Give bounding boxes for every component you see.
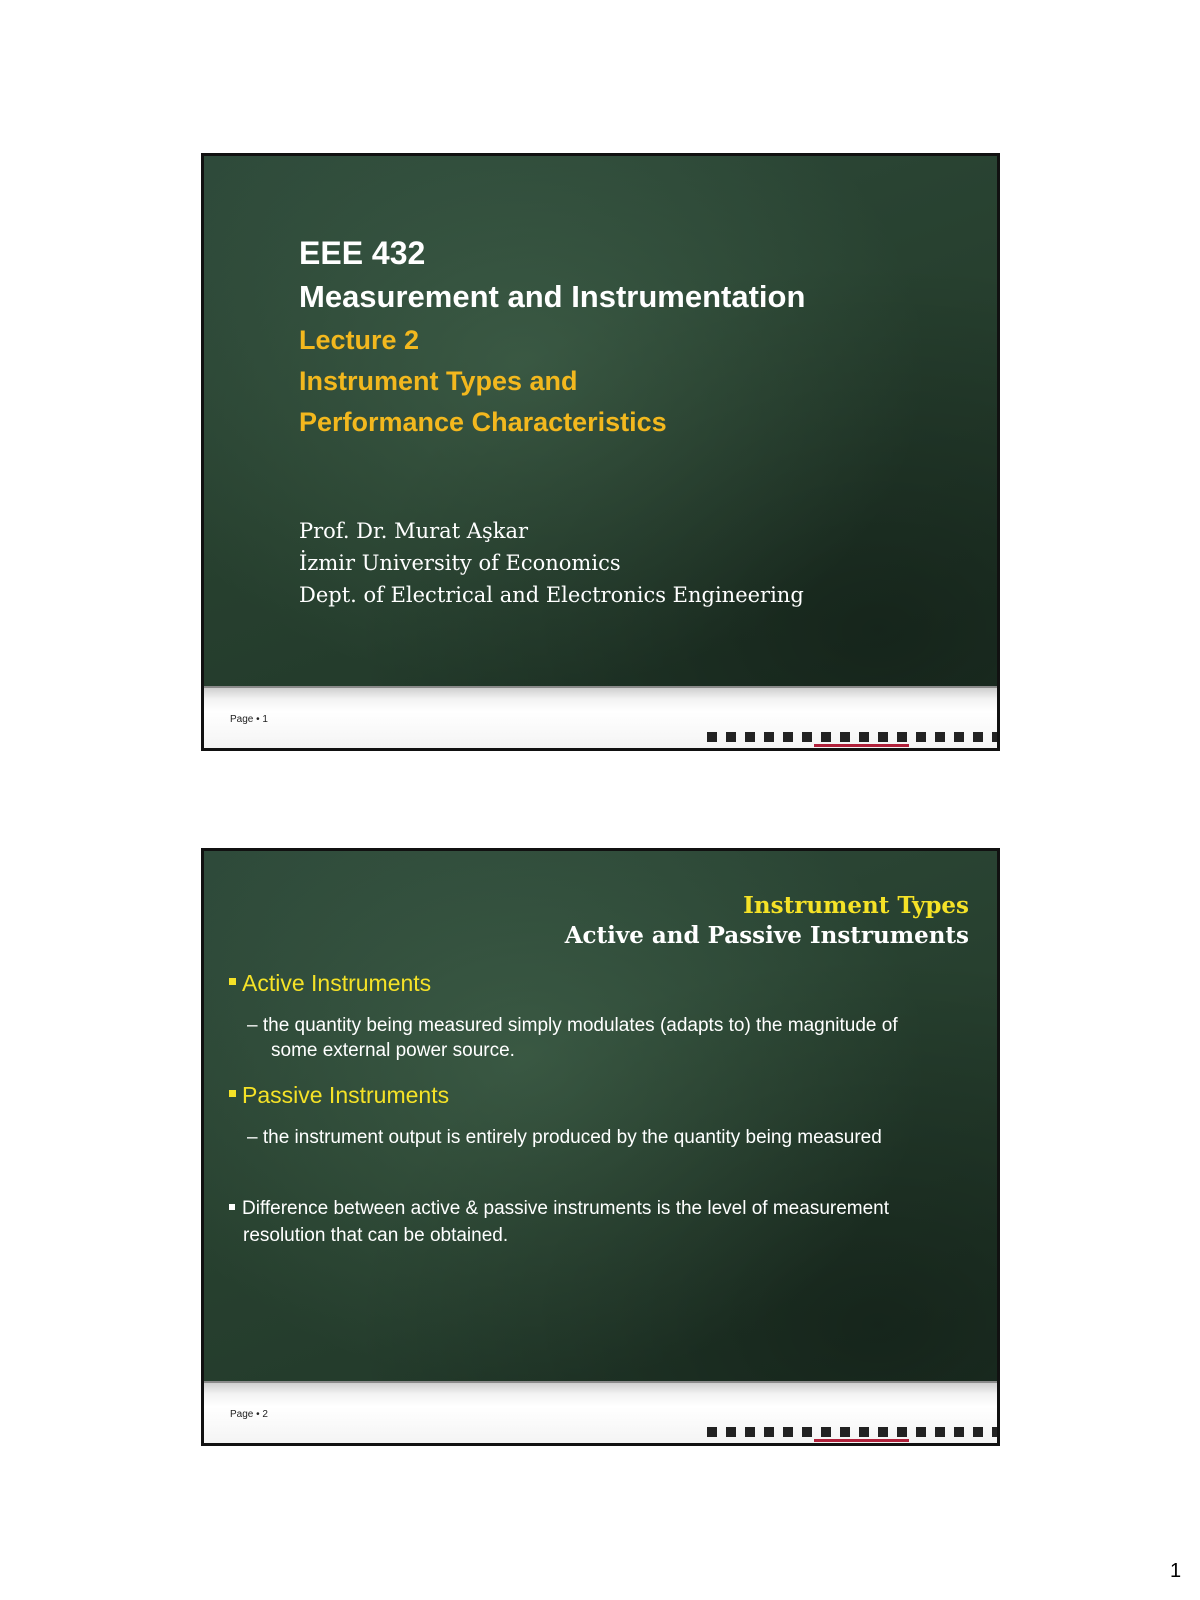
bullet-square-icon [229, 1204, 235, 1210]
bullet-detail: – the quantity being measured simply modulates (adapts to) the magnitude of some external power source. [247, 1014, 898, 1061]
author-name: Prof. Dr. Murat Aşkar [299, 519, 529, 543]
slide-page-label: Page • 1 [230, 714, 268, 725]
slide-2 [201, 848, 1000, 1446]
dash-decoration [707, 1427, 997, 1437]
slide-page-label: Page • 2 [230, 1409, 268, 1420]
bullet-note [229, 1196, 949, 1249]
lecture-topic-line-1: Instrument Types and [299, 365, 578, 396]
bullet-active [229, 969, 949, 999]
slide-subtitle: Active and Passive Instruments [564, 922, 969, 950]
department-name: Dept. of Electrical and Electronics Engineering [299, 582, 804, 607]
title-block [299, 234, 805, 443]
dash-decoration [707, 732, 997, 742]
bullet-passive [229, 1081, 949, 1111]
bullet-heading: Active Instruments [242, 970, 432, 996]
slide-body [229, 969, 949, 1249]
progress-accent [814, 744, 909, 747]
lecture-number: Lecture 2 [299, 324, 420, 355]
bullet-note-text: Difference between active & passive instruments is the level of measurement resolution that can be obtained. [242, 1198, 890, 1246]
bullet-square-icon [229, 1090, 236, 1097]
lecture-topic-line-2: Performance Characteristics [299, 406, 667, 437]
university-name: İzmir University of Economics [299, 550, 621, 575]
progress-accent [814, 1439, 909, 1442]
slide-title: Instrument Types [743, 892, 969, 919]
bullet-heading: Passive Instruments [242, 1082, 450, 1109]
course-code: EEE 432 [299, 235, 426, 271]
slide-1 [201, 153, 1000, 751]
bullet-detail: – the instrument output is entirely produced by the quantity being measured [247, 1126, 882, 1148]
sheet-page-number: 1 [1170, 1560, 1182, 1582]
author-block [299, 516, 804, 612]
slide-footer [204, 1381, 997, 1443]
slide-footer [204, 686, 997, 748]
bullet-square-icon [229, 978, 236, 985]
course-title: Measurement and Instrumentation [299, 279, 806, 315]
slide-title-block [565, 891, 969, 952]
